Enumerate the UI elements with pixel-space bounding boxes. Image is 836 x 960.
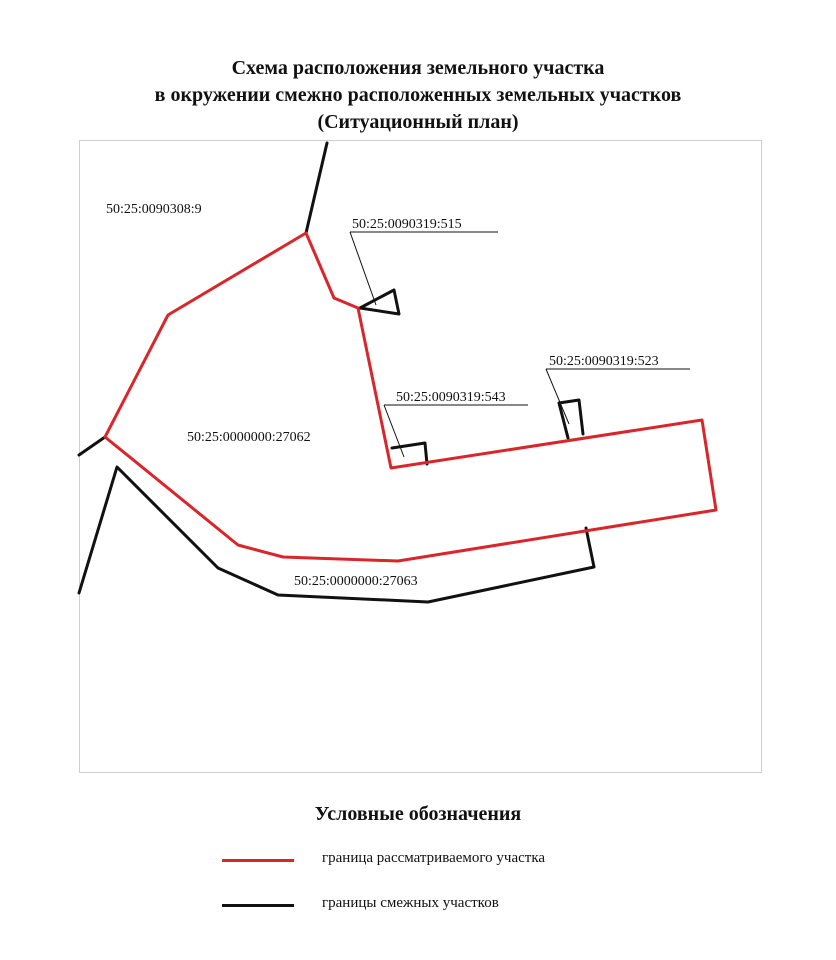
legend-label-subject: граница рассматриваемого участка [322, 850, 546, 866]
leader-523 [546, 369, 690, 424]
label-parcel-319-515: 50:25:0090319:515 [352, 217, 462, 232]
legend-red-line-icon [222, 859, 294, 862]
title-line-2: в окружении смежно расположенных земельных участков [154, 84, 682, 106]
label-parcel-27063: 50:25:0000000:27063 [294, 574, 418, 589]
adjacent-parcel-515 [360, 290, 399, 314]
legend-label-adjacent: границы смежных участков [322, 895, 499, 911]
title-line-1: Схема расположения земельного участка [231, 57, 605, 79]
adjacent-boundary-west [79, 437, 105, 455]
leader-lines [350, 232, 690, 457]
title-line-3: (Ситуационный план) [317, 111, 519, 133]
label-parcel-319-523: 50:25:0090319:523 [549, 354, 659, 369]
label-parcel-319-543: 50:25:0090319:543 [396, 390, 506, 405]
label-parcel-27062: 50:25:0000000:27062 [187, 430, 311, 445]
adjacent-parcel-543 [392, 443, 427, 464]
label-parcel-308-9: 50:25:0090308:9 [106, 202, 202, 217]
legend-black-line-icon [222, 904, 294, 907]
legend-title: Условные обозначения [314, 803, 522, 825]
leader-515 [350, 232, 498, 305]
adjacent-boundary-north [306, 143, 327, 233]
adjacent-parcel-523 [559, 400, 583, 438]
